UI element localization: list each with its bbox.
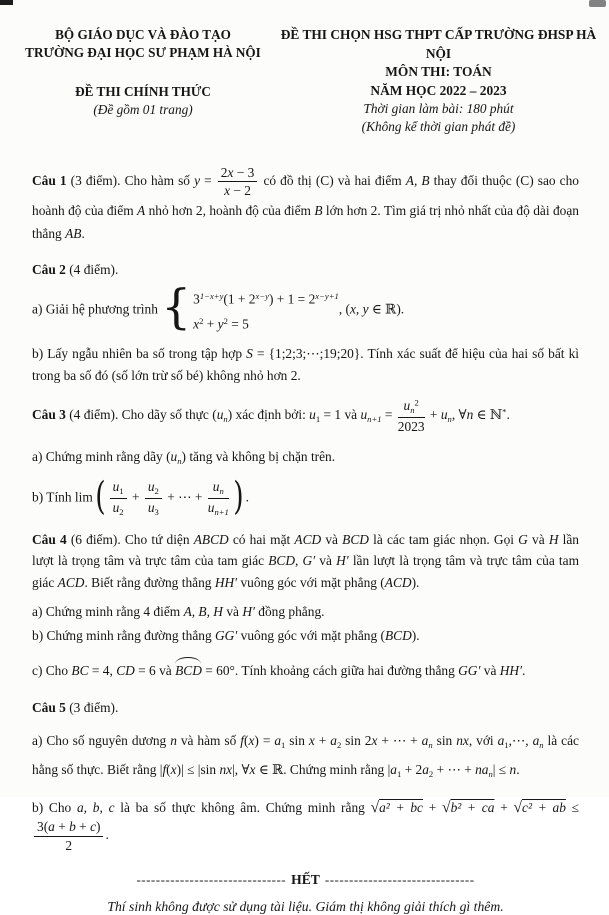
subject-line: MÔN THI: TOÁN	[385, 64, 492, 79]
question-1-text-after: có đồ thị (C) và hai điểm A, B thay đổi thuộc (C) sao cho hoành độ của điểm A nhỏ hơn 2, hoành độ của điểm B lớn hơn 2. Tìm giá trị nhỏ nhất của độ dài đoạn thẳng AB.	[32, 172, 580, 241]
dashes-left: -------------------------------	[136, 872, 287, 888]
fraction-denominator: 2023	[397, 418, 425, 434]
system-equation-2: $x^2 + y^2 = 5$	[193, 316, 249, 332]
fraction-u2-u3	[145, 479, 162, 518]
question-2a-domain: , (x, y ∈ ℝ).	[338, 301, 405, 317]
question-5-heading: Câu 5 (3 điểm).	[32, 700, 119, 716]
fraction-numerator: $u_2$	[145, 479, 162, 499]
duration-line: Thời gian làm bài: 180 phút	[363, 101, 514, 116]
header-right-block	[274, 26, 603, 136]
school-year-line: NĂM HỌC 2022 – 2023	[370, 82, 507, 98]
fraction-denominator: $u_2$	[112, 499, 124, 517]
exam-header	[0, 0, 609, 136]
fraction-numerator: $u_n^2$	[398, 398, 425, 418]
dashes-right: -------------------------------	[324, 872, 475, 888]
page-count-note: (Đề gồm 01 trang)	[93, 101, 193, 117]
fraction-numerator: 3(a + b + c)	[34, 819, 103, 836]
footer-instruction-note: Thí sinh không được sử dụng tài liệu. Giám thị không giải thích gì thêm.	[107, 899, 504, 915]
open-paren: (	[94, 474, 106, 519]
question-3-text-before: Câu 3 (4 điểm). Cho dãy số thực $(u_n)$ xác định bởi: $u_1 = 1$ và $u_{n+1}$ =	[32, 407, 396, 425]
question-2a-lead: a) Giải hệ phương trình	[32, 301, 162, 317]
header-left-block	[12, 26, 274, 136]
ministry-name: BỘ GIÁO DỤC VÀ ĐÀO TẠO	[55, 27, 231, 42]
official-exam-label: ĐỀ THI CHÍNH THỨC	[75, 84, 211, 99]
fraction-denominator: 2	[65, 837, 73, 853]
period: .	[105, 827, 109, 843]
time-note-line: (Không kể thời gian phát đề)	[361, 119, 516, 134]
university-name: TRƯỜNG ĐẠI HỌC SƯ PHẠM HÀ NỘI	[25, 44, 261, 60]
system-lines	[191, 285, 339, 336]
plus-sign: +	[128, 489, 143, 505]
system-brace: {	[161, 280, 192, 336]
period: .	[245, 489, 250, 505]
scan-artifact-top-right	[589, 0, 606, 7]
fraction-numerator: $u_1$	[110, 479, 127, 499]
question-2-heading: Câu 2 (4 điểm).	[32, 261, 119, 277]
question-4b: b) Chứng minh rằng đường thẳng GG′ vuông góc với mặt phẳng (BCD).	[32, 628, 420, 644]
close-paren: )	[233, 474, 244, 519]
fraction-q3	[398, 398, 425, 434]
fraction-u1-u2	[110, 479, 127, 518]
fraction-denominator: $u_3$	[147, 499, 159, 517]
question-1	[32, 165, 579, 245]
fraction-denominator: x − 2	[224, 183, 252, 199]
equation-system	[161, 280, 339, 336]
ellipsis-plus: + ⋯ +	[163, 489, 206, 505]
fraction-q5b	[34, 819, 103, 853]
system-equation-1: $3^{1-x+y}(1 + 2^{x-y}) + 1 = 2^{x-y+1}$	[193, 290, 339, 307]
question-4a: a) Chứng minh rằng 4 điểm A, B, H và H′ đồng phẳng.	[32, 604, 325, 620]
question-4: Câu 4 (6 điểm). Cho tứ diện ABCD có hai mặt ACD và BCD là các tam giác nhọn. Gọi G và H lần lượt là trọng tâm và trực tâm của tam giác BCD, G′ và H′ lần lượt là trọng tâm và trực tâm của tam giác ACD. Biết rằng đường thẳng HH′ vuông góc với mặt phẳng (ACD).	[32, 531, 580, 590]
question-1-text-before: Câu 1 (3 điểm). Cho hàm số y =	[32, 172, 216, 188]
question-5a: a) Cho số nguyên dương n và hàm số $f(x) = a_1$ $\sin x + a_2$ sin 2x + ⋯ + $a_n$ sin nx, với $a_1,\cdots$, $a_n$ là các hằng số thực. Biết rằng |f(x)| ≤ |sin nx|, ∀x ∈ ℝ. Chứng minh rằng $|a_1 + 2a_2$ + ⋯ + $na_n| \le n$.	[32, 733, 579, 779]
fraction-q1	[218, 165, 258, 199]
fraction-numerator: $u_n$	[208, 479, 229, 499]
question-3a: a) Chứng minh rằng dãy $(u_n)$ tăng và không bị chặn trên.	[32, 449, 336, 467]
scan-artifact-top-left	[0, 0, 13, 5]
question-3b	[32, 474, 579, 519]
question-5b-lead: b) Cho a, b, c là ba số thực không âm. Chứng minh rằng √a² + bc + √b² + ca + √c² + ab ≤	[32, 799, 580, 817]
question-3b-lead: b) Tính lim	[32, 489, 93, 505]
het-label: HẾT	[291, 872, 320, 888]
end-marker-line	[32, 872, 579, 888]
question-4c: c) Cho BC = 4, CD = 6 và BCD = 60°. Tính khoảng cách giữa hai đường thẳng GG′ và HH′.	[32, 660, 579, 682]
exam-body	[0, 165, 609, 915]
fraction-numerator: 2x − 3	[218, 165, 258, 182]
question-3	[32, 398, 579, 434]
fraction-denominator: $u_{n+1}$	[207, 499, 229, 517]
question-3-text-after: + $u_n$, ∀n ∈ ℕ*.	[426, 406, 510, 425]
exam-title: ĐỀ THI CHỌN HSG THPT CẤP TRƯỜNG ĐHSP HÀ NỘI	[280, 27, 597, 61]
question-2b: b) Lấy ngẫu nhiên ba số trong tập hợp S = {1;2;3;⋯;19;20}. Tính xác suất để hiệu của hai số bất kì trong ba số đó (số lớn trừ số bé) không nhỏ hơn 2.	[32, 345, 579, 383]
fraction-un-un1	[208, 479, 229, 518]
question-2a	[32, 280, 579, 336]
question-5b	[32, 797, 579, 853]
